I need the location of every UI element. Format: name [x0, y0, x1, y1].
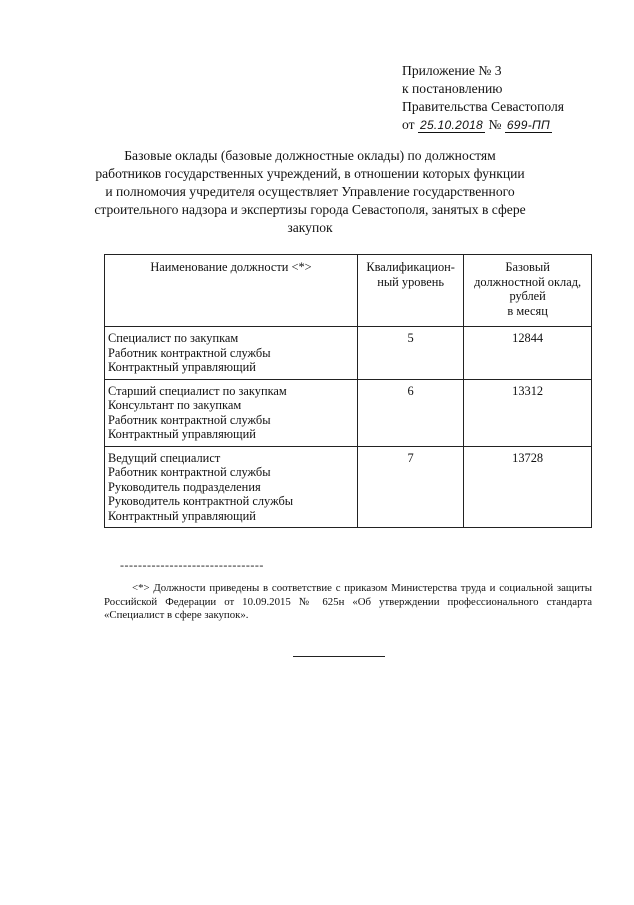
title-line: Базовые оклады (базовые должностные оклады) по должностям	[124, 148, 496, 163]
annex-date-line	[402, 116, 564, 134]
position-name: Руководитель подразделения	[108, 479, 261, 494]
position-name: Контрактный управляющий	[108, 360, 256, 374]
footnote-separator: --------------------------------	[120, 558, 264, 572]
annex-date: 25.10.2018	[419, 118, 484, 132]
annex-from-prefix: от	[402, 117, 415, 132]
position-name: Работник контрактной службы	[108, 412, 271, 427]
table-header-row	[105, 255, 592, 327]
salary-cell: 12844	[464, 327, 592, 380]
level-cell: 5	[358, 327, 464, 380]
table-row	[105, 446, 592, 528]
salary-cell: 13728	[464, 446, 592, 528]
position-name: Работник контрактной службы	[108, 345, 271, 360]
annex-government: Правительства Севастополя	[402, 99, 565, 114]
position-name: Руководитель контрактной службы	[108, 494, 294, 508]
annex-resolution-ref: к постановлению	[402, 81, 503, 96]
position-name: Контрактный управляющий	[108, 508, 256, 523]
annex-header	[402, 62, 564, 134]
position-name: Контрактный управляющий	[108, 427, 256, 441]
document-title	[90, 147, 530, 237]
footnote-text: <*> Должности приведены в соответствие с приказом Министерства труда и социальной защиты Российской Федерации от 10.09.2015 № 625н «Об утверждении профессионального стандарта «Специалист в сфере закупок».	[104, 582, 592, 621]
level-cell: 6	[358, 379, 464, 446]
annex-number-prefix: №	[488, 117, 502, 132]
level-cell: 7	[358, 446, 464, 528]
positions-cell	[105, 327, 358, 380]
position-name: Старший специалист по закупкам	[108, 383, 287, 398]
annex-document-number: 699-ПП	[506, 118, 551, 132]
salary-cell: 13312	[464, 379, 592, 446]
title-line: работников государственных учреждений, в отношении которых функции	[95, 166, 525, 181]
header-salary: Базовый должностной оклад, рублей в месяц	[464, 255, 592, 327]
table-row	[105, 327, 592, 380]
title-line: и полномочия учредителя осуществляет Управление государственного	[105, 184, 515, 199]
positions-cell	[105, 379, 358, 446]
table-row	[105, 379, 592, 446]
position-name: Специалист по закупкам	[108, 331, 239, 345]
title-line: строительного надзора и экспертизы города Севастополя, занятых в сфере	[94, 202, 526, 217]
salary-table	[104, 254, 592, 528]
header-position: Наименование должности <*>	[105, 255, 358, 327]
position-name: Ведущий специалист	[108, 450, 221, 465]
position-name: Работник контрактной службы	[108, 465, 271, 479]
header-level: Квалификацион- ный уровень	[358, 255, 464, 327]
position-name: Консультант по закупкам	[108, 398, 242, 412]
positions-cell	[105, 446, 358, 528]
title-line: закупок	[287, 220, 333, 235]
annex-number: Приложение № 3	[402, 63, 502, 78]
end-of-document-line	[293, 656, 385, 657]
